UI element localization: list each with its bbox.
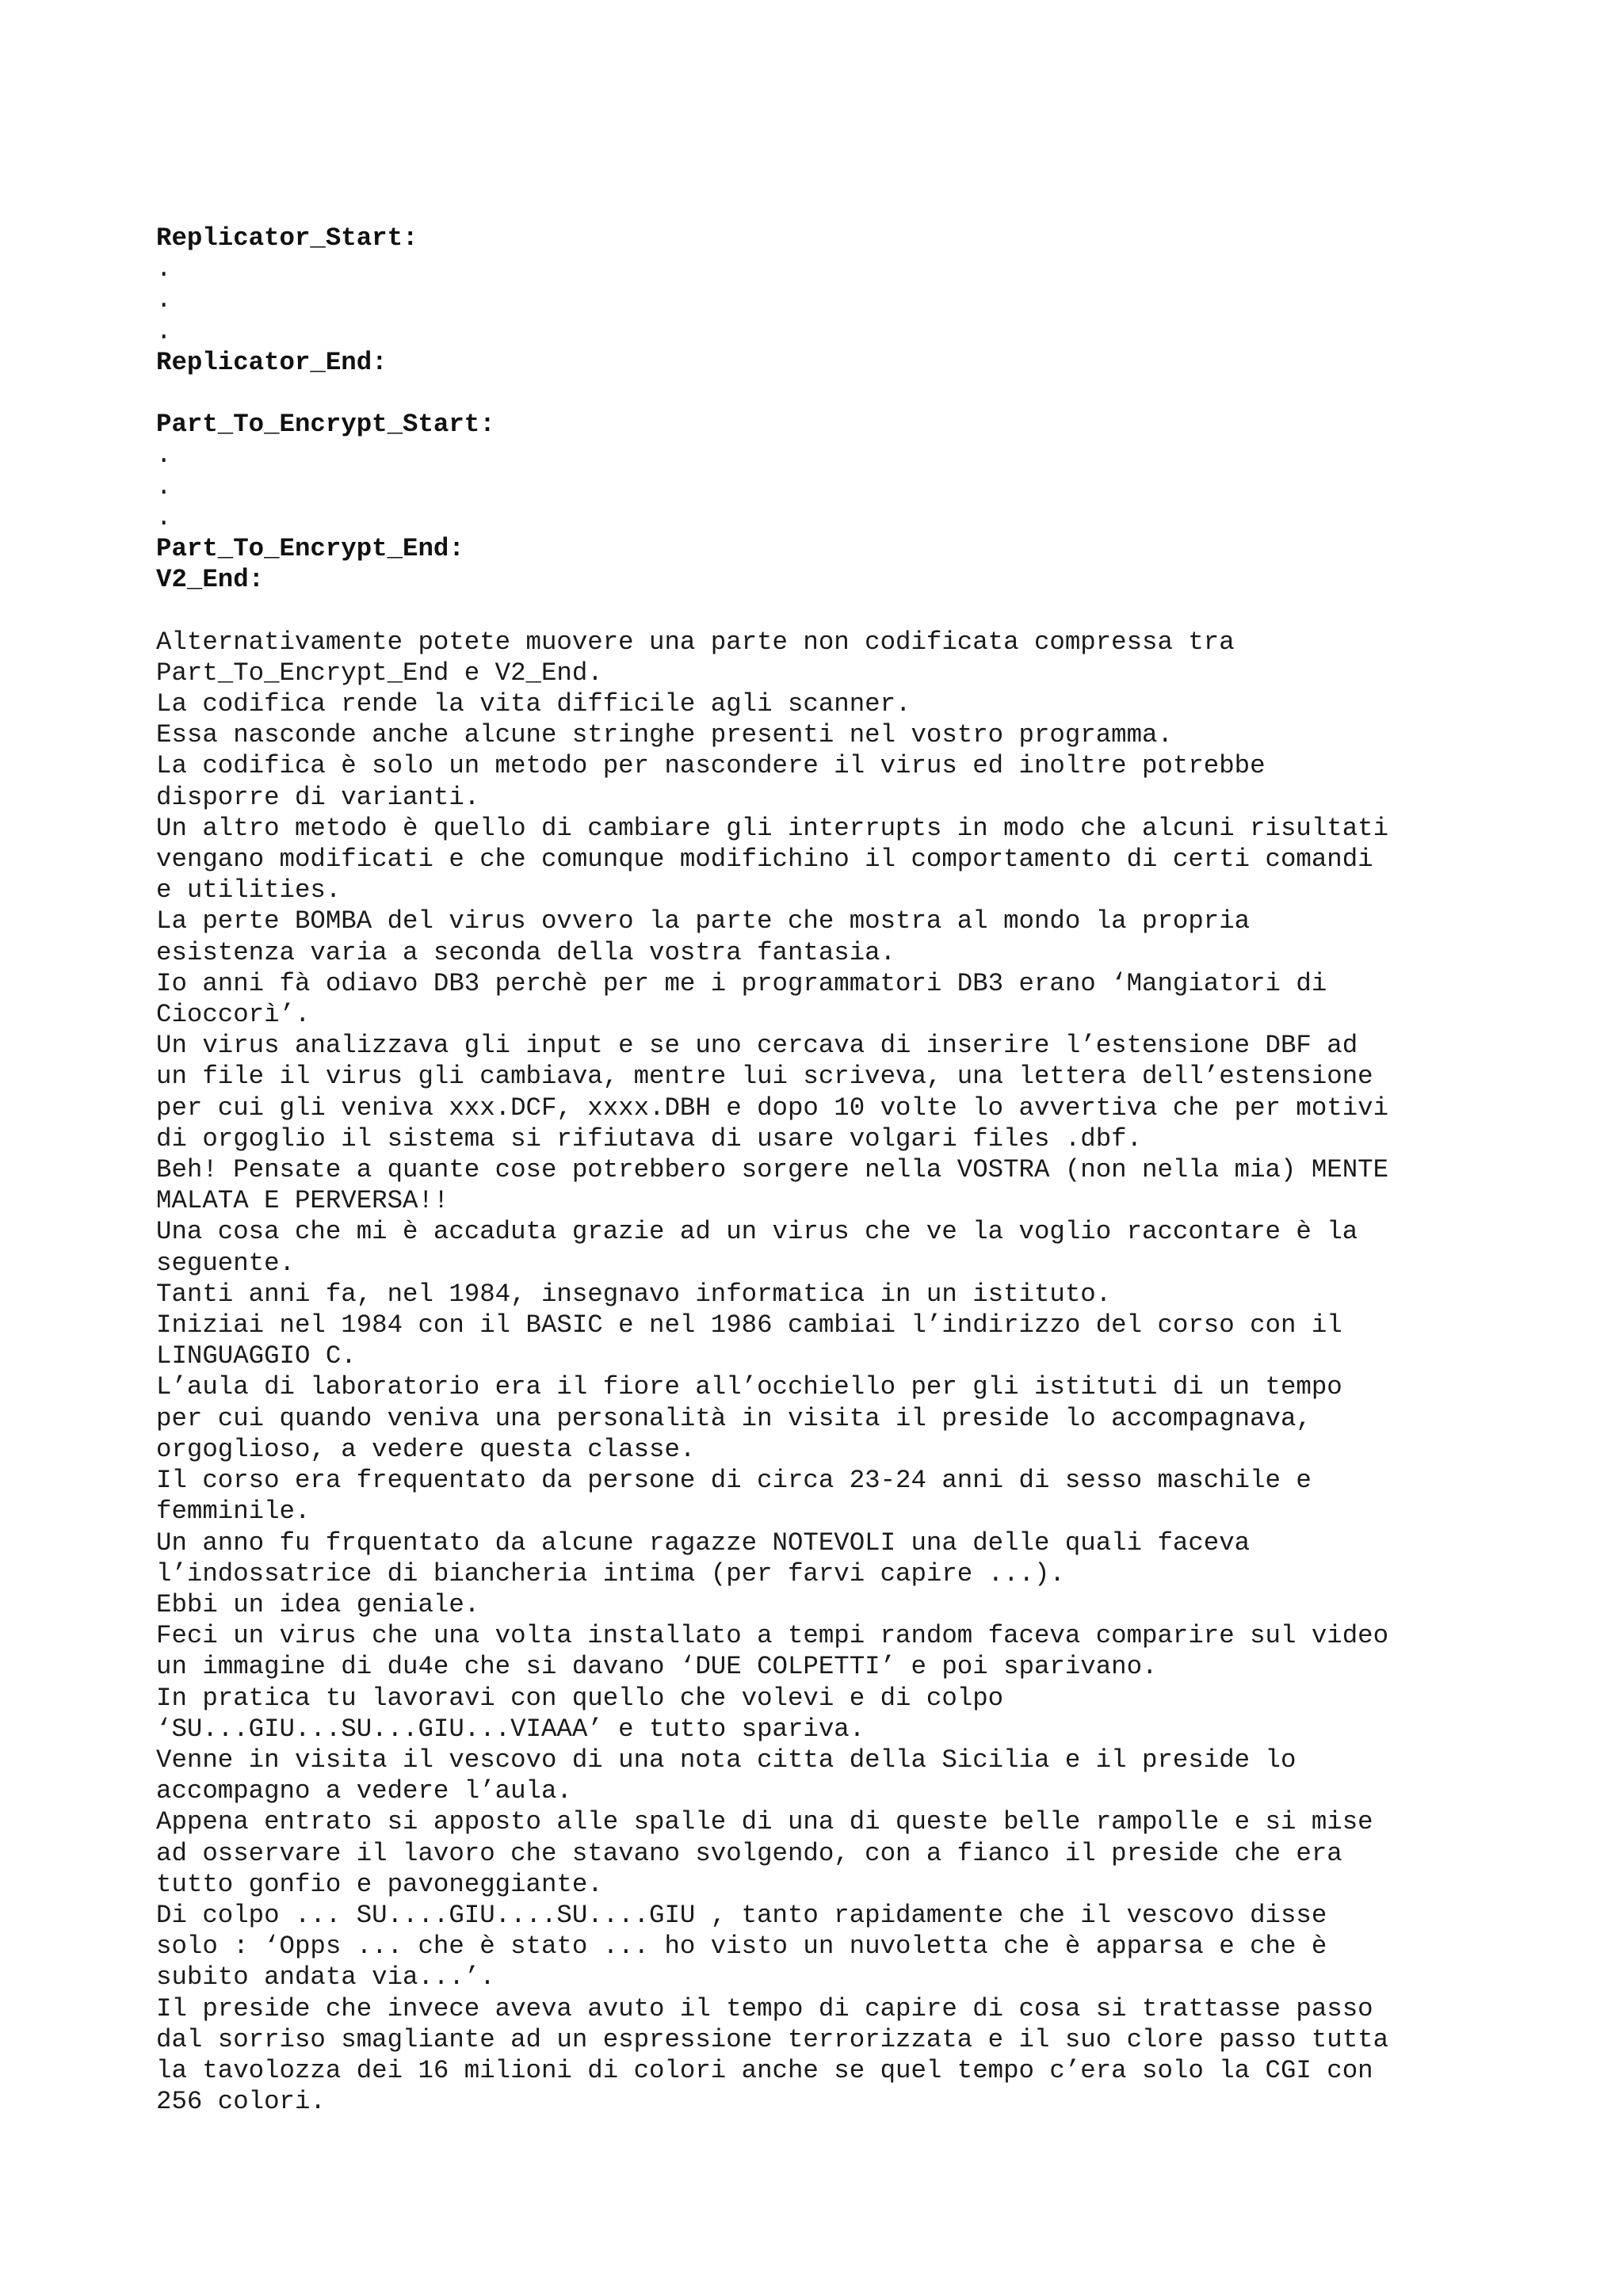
text-line: In pratica tu lavoravi con quello che volevi e di colpo [156,1683,1004,1713]
text-line: L’aula di laboratorio era il fiore all’occhiello per gli istituti di un tempo [156,1372,1342,1402]
code-line [156,595,1487,626]
text-line: per cui gli veniva xxx.DCF, xxxx.DBH e dopo 10 volte lo avvertiva che per motivi [156,1093,1389,1123]
text-line: dal sorriso smagliante ad un espressione terrorizzata e il suo clore passo tutta [156,2024,1389,2054]
code-label-line: Replicator_Start: [156,223,418,253]
code-line: . [156,285,172,315]
code-label-line: V2_End: [156,565,265,595]
code-label-line: Part_To_Encrypt_End: [156,534,464,564]
text-line: La codifica rende la vita difficile agli scanner. [156,689,911,719]
text-line: la tavolozza dei 16 milioni di colori anche se quel tempo c’era solo la CGI con [156,2055,1373,2085]
text-line: un file il virus gli cambiava, mentre lui scriveva, una lettera dell’estensione [156,1062,1373,1092]
text-line: Di colpo ... SU....GIU....SU....GIU , tanto rapidamente che il vescovo disse [156,1900,1327,1930]
code-line: . [156,441,172,471]
text-line: La perte BOMBA del virus ovvero la parte che mostra al mondo la propria [156,906,1251,936]
text-line: Il preside che invece aveva avuto il tempo di capire di cosa si trattasse passo [156,1993,1373,2023]
code-line: . [156,502,172,532]
text-line: accompagno a vedere l’aula. [156,1776,572,1806]
text-line: subito andata via...’. [156,1962,495,1993]
text-line: Beh! Pensate a quante cose potrebbero sorgere nella VOSTRA (non nella mia) MENTE [156,1155,1389,1185]
text-line: l’indossatrice di biancheria intima (per farvi capire ...). [156,1558,1065,1589]
text-line: La codifica è solo un metodo per nascondere il virus ed inoltre potrebbe [156,751,1266,781]
body-text [156,627,1487,2118]
text-line: 256 colori. [156,2087,326,2117]
text-line: solo : ‘Opps ... che è stato ... ho visto un nuvoletta che è apparsa e che è [156,1932,1327,1962]
text-line: disporre di varianti. [156,782,480,812]
text-line: tutto gonfio e pavoneggiante. [156,1869,603,1899]
text-line: e utilities. [156,875,342,906]
text-line: ‘SU...GIU...SU...GIU...VIAAA’ e tutto spariva. [156,1714,865,1744]
document-page [156,223,1487,2117]
text-line: LINGUAGGIO C. [156,1341,357,1371]
code-line: . [156,316,172,346]
text-line: Ebbi un idea geniale. [156,1589,480,1619]
text-line: Essa nasconde anche alcune stringhe presenti nel vostro programma. [156,720,1173,750]
text-line: Io anni fà odiavo DB3 perchè per me i programmatori DB3 erano ‘Mangiatori di [156,968,1327,998]
text-line: Un virus analizzava gli input e se uno cercava di inserire l’estensione DBF ad [156,1031,1358,1061]
text-line: esistenza varia a seconda della vostra fantasia. [156,937,896,967]
code-label-line: Part_To_Encrypt_Start: [156,410,495,440]
text-line: Un altro metodo è quello di cambiare gli interrupts in modo che alcuni risultati [156,813,1389,843]
code-line: . [156,254,172,284]
text-line: Venne in visita il vescovo di una nota citta della Sicilia e il preside lo [156,1745,1296,1775]
text-line: Part_To_Encrypt_End e V2_End. [156,658,603,688]
text-line: un immagine di du4e che si davano ‘DUE COLPETTI’ e poi sparivano. [156,1652,1158,1682]
text-line: per cui quando veniva una personalità in visita il preside lo accompagnava, [156,1403,1312,1433]
text-line: Cioccorì’. [156,1000,311,1030]
text-line: di orgoglio il sistema si rifiutava di usare volgari files .dbf. [156,1123,1143,1154]
text-line: orgoglioso, a vedere questa classe. [156,1434,696,1464]
text-line: Un anno fu frquentato da alcune ragazze NOTEVOLI una delle quali faceva [156,1527,1251,1558]
code-line: . [156,471,172,502]
text-line: Iniziai nel 1984 con il BASIC e nel 1986 cambiai l’indirizzo del corso con il [156,1310,1342,1341]
text-line: seguente. [156,1248,295,1278]
text-line: Feci un virus che una volta installato a tempi random faceva comparire sul video [156,1621,1389,1651]
text-line: Tanti anni fa, nel 1984, insegnavo informatica in un istituto. [156,1279,1112,1309]
text-line: Una cosa che mi è accaduta grazie ad un virus che ve la voglio raccontare è la [156,1217,1358,1247]
code-label-line: Replicator_End: [156,347,388,377]
code-line [156,378,1487,409]
text-line: Appena entrato si apposto alle spalle di una di queste belle rampolle e si mise [156,1807,1373,1837]
text-line: Il corso era frequentato da persone di circa 23-24 anni di sesso maschile e [156,1466,1312,1496]
code-listing [156,223,1487,627]
text-line: femminile. [156,1497,311,1527]
text-line: Alternativamente potete muovere una parte non codificata compressa tra [156,627,1235,657]
text-line: MALATA E PERVERSA!! [156,1186,449,1216]
text-line: ad osservare il lavoro che stavano svolgendo, con a fianco il preside che era [156,1838,1342,1868]
text-line: vengano modificati e che comunque modifichino il comportamento di certi comandi [156,845,1373,875]
